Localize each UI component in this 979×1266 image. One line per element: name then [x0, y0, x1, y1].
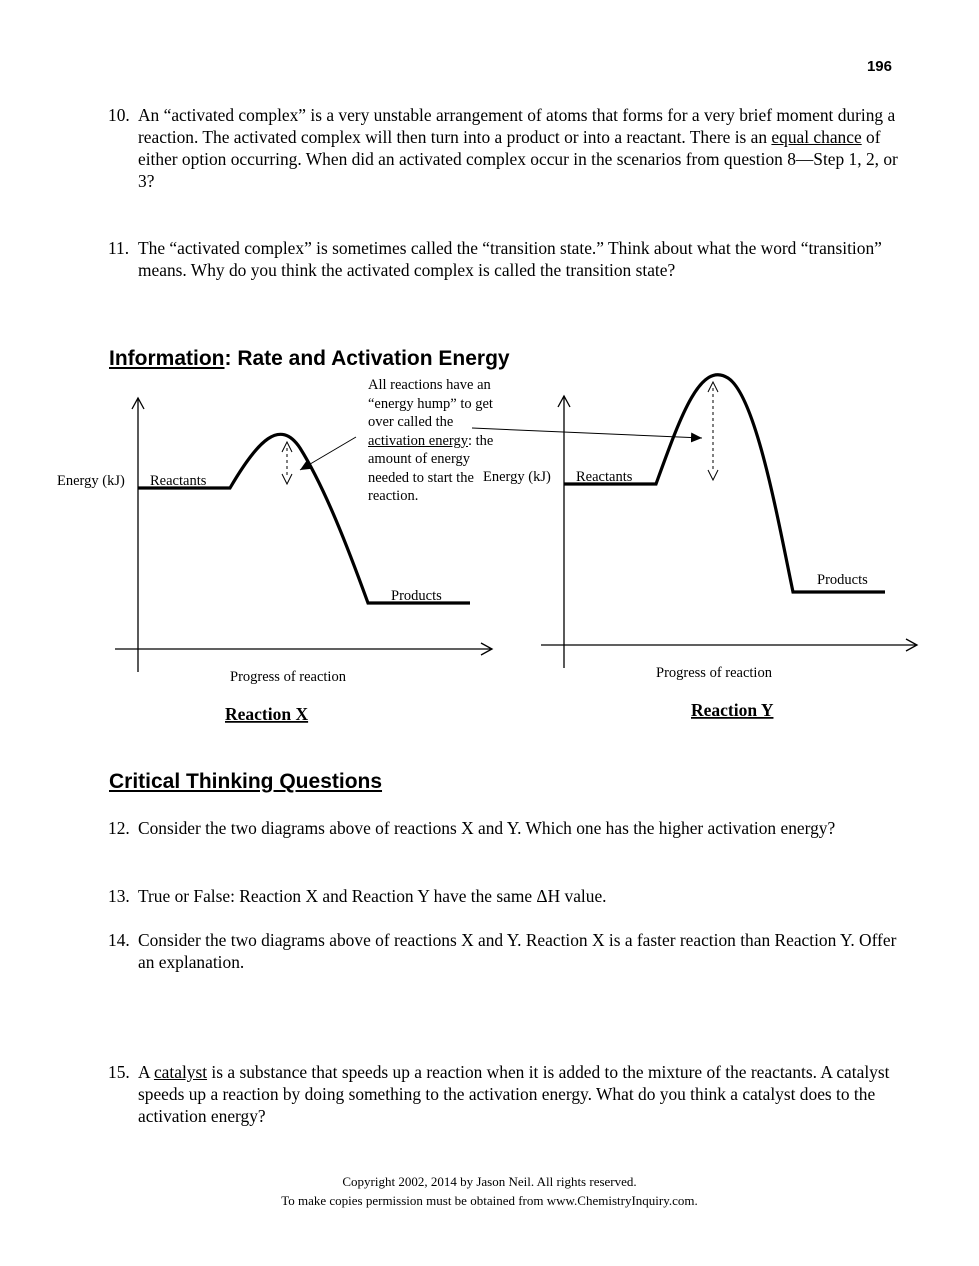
y-diagram-reactants-label: Reactants — [576, 469, 633, 485]
heading-underlined: Critical Thinking Questions — [109, 770, 383, 793]
question-text-part: An “activated complex” is a very unstable arrangement of atoms that forms for a very brief moment during a reaction. The activated complex will then turn into a product or into a reactant. There is an — [138, 105, 896, 147]
page-number: 196 — [866, 58, 892, 75]
reaction-y-title: Reaction Y — [691, 700, 774, 720]
question-text: Consider the two diagrams above of reactions X and Y. Reaction X is a faster reaction than Reaction Y. Offer an explanation. — [138, 930, 897, 972]
critical-thinking-heading — [109, 770, 382, 794]
heading-rest: : Rate and Activation Energy — [224, 347, 510, 370]
question-number: 11. — [108, 238, 130, 258]
y-diagram-y-label: Energy (kJ) — [483, 469, 551, 485]
footer-permission: To make copies permission must be obtained from www.ChemistryInquiry.com. — [281, 1193, 698, 1208]
x-diagram-products-label: Products — [391, 588, 442, 604]
question-text: The “activated complex” is sometimes called the “transition state.” Think about what the word “transition” means. Why do you think the activated complex is called the transition state? — [138, 238, 882, 280]
underlined-term: equal chance — [771, 127, 862, 147]
x-diagram-activation-arrow-bottom — [282, 474, 292, 484]
question-number: 15. — [108, 1062, 130, 1082]
underlined-term: catalyst — [153, 1062, 208, 1082]
annotation-text: : the amount of energy needed to start the reaction. — [368, 432, 494, 504]
y-diagram-products-label: Products — [817, 572, 868, 588]
question-number: 14. — [108, 930, 130, 950]
question-number: 10. — [108, 105, 130, 125]
reaction-y-diagram — [483, 375, 917, 720]
footer-copyright: Copyright 2002, 2014 by Jason Neil. All rights reserved. — [342, 1174, 637, 1189]
x-diagram-energy-curve — [138, 434, 470, 603]
heading-underlined: Information — [109, 347, 225, 370]
reaction-x-title: Reaction X — [225, 704, 309, 724]
question-number: 13. — [108, 886, 130, 906]
y-diagram-activation-arrow-bottom — [708, 470, 718, 480]
annotation-arrow-to-x — [300, 437, 356, 470]
footer — [0, 1172, 979, 1210]
question-number: 12. — [108, 818, 130, 838]
question-text — [138, 1061, 908, 1127]
question-13 — [108, 885, 908, 907]
question-14 — [108, 929, 908, 973]
question-text: True or False: Reaction X and Reaction Y have the same ΔH value. — [138, 886, 607, 906]
x-diagram-x-label: Progress of reaction — [230, 669, 346, 685]
question-text-part: is a substance that speeds up a reaction when it is added to the mixture of the reactants. A catalyst speeds up a reaction by doing something to the activation energy. What do you think a catalyst does to the activation energy? — [138, 1062, 890, 1126]
energy-diagrams — [0, 360, 979, 740]
question-text-part: A — [138, 1062, 154, 1082]
x-diagram-y-label: Energy (kJ) — [57, 473, 125, 489]
reaction-x-diagram — [57, 398, 492, 724]
annotation-term: activation energy — [368, 432, 468, 449]
question-12 — [108, 817, 908, 839]
question-text-part: of either option occurring. When did an activated complex occur in the scenarios from question 8—Step 1, 2, or 3? — [138, 127, 898, 191]
x-diagram-reactants-label: Reactants — [150, 473, 207, 489]
y-diagram-x-label: Progress of reaction — [656, 665, 772, 681]
question-15 — [108, 1061, 908, 1127]
question-text: Consider the two diagrams above of reactions X and Y. Which one has the higher activation energy? — [138, 818, 836, 838]
question-text — [138, 104, 908, 192]
question-11 — [108, 237, 908, 281]
annotation-arrow-to-y — [472, 428, 702, 438]
question-10 — [108, 104, 908, 192]
annotation-text: All reactions have an “energy hump” to get over called the — [368, 377, 493, 430]
